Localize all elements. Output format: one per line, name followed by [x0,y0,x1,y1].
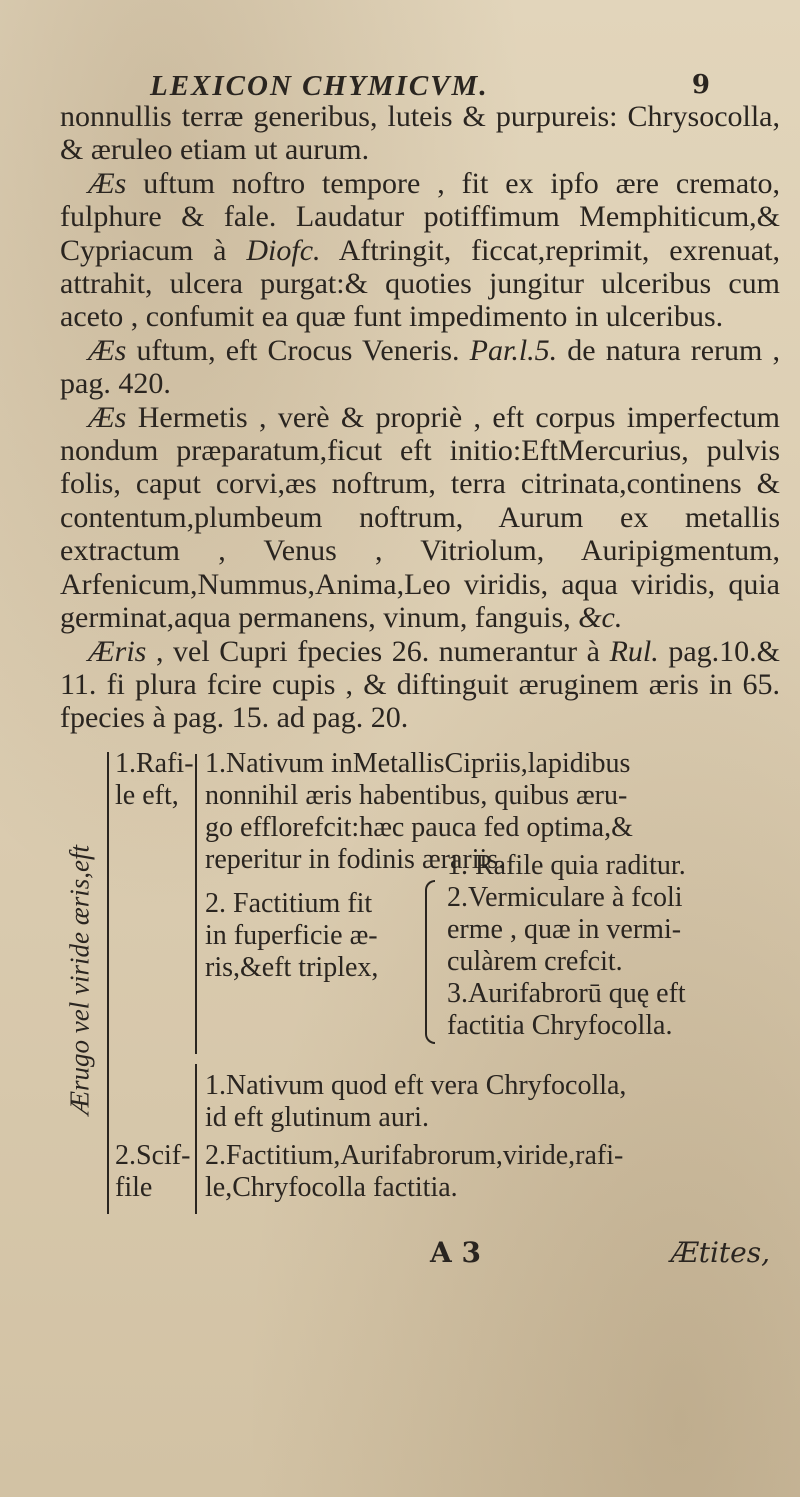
entry-lead: Æs [88,166,127,200]
vertical-heading [55,845,105,1115]
paragraph-5-tail: pag.10.& 11. fi plura fcire cupis , & diftinguit æruginem æris in 65. fpecies à pag. 15. ad pag. 20. [60,634,781,735]
catchword: Ætites, [670,1236,770,1269]
paragraph-1 [60,100,780,167]
paragraph-5 [60,635,780,735]
citation: Diofc. [246,233,321,267]
factitium-item-1: 1. Rafile quia raditur. [447,850,686,881]
paragraph-3-tail: de natura rerum , pag. 420. [60,333,780,401]
factitium-item-3: 3.Aurifabrorū quę eft factitia Chryfocolla. [447,978,686,1041]
page-footer [0,1236,800,1276]
paragraph-3 [60,334,780,401]
rasile-factitium: 2. Factitium fit in fuperficie æ- ris,&eft triplex, [205,888,379,983]
rasile-nativum: 1.Nativum inMetallisCipriis,lapidibus nonnihil æris habentibus, quibus æru- go efflorefcit:hæc pauca fed optima,& reperitur in fodinis ærariis. [205,748,633,875]
signature-mark: A 3 [430,1236,481,1269]
scissile-nativum: 1.Nativum quod eft vera Chryfocolla, id eft glutinum auri. [205,1070,627,1133]
paragraph-5-text: , vel Cupri fpecies 26. numerantur à [146,634,610,668]
page-number: 9 [691,70,710,100]
paragraph-2-text: uftum noftro tempore , fit ex ipfo ære cremato, fulphure & fale. Laudatur potiffimum Memphiticum,& Cypriacum à [60,166,780,267]
paragraph-3-text: uftum, eft Crocus Veneris. [126,333,470,367]
scissile-factitium: 2.Factitium,Aurifabrorum,viride,rafi- le,Chryfocolla factitia. [205,1140,624,1203]
citation: Par.l.5. [469,333,558,367]
paragraph-2 [60,167,780,334]
branch-scissile-label: 2.Scif- file [115,1140,191,1203]
paragraph-4 [60,401,780,635]
paragraph-4-text: Hermetis , verè & propriè , eft corpus imperfectum nondum præparatum,ficut eft initio:EftMercurius, pulvis folis, caput corvi,æs noftrum, terra citrinata,continens & contentum,plumbeum noftrum, Aurum ex metallis extractum , Venus , Vitriolum, Auripigmentum, Arfenicum,Nummus,Anima,Leo viridis, aqua viridis, quia germinat,aqua permanens, vinum, fanguis, [60,400,780,635]
running-title: LEXICON CHYMICVM. [150,70,489,102]
brace-scissile [195,1064,197,1214]
brace-rasile [195,754,197,1054]
main-brace [107,752,109,1214]
bracket-table [55,748,780,1238]
entry-lead: Æris [88,634,147,668]
body-text [60,100,780,735]
citation: Rul. [609,634,659,668]
paragraph-1-text: nonnullis terræ generibus, luteis & purpureis: Chrysocolla, & æruleo etiam ut aurum. [60,100,780,167]
entry-lead: Æs [88,333,127,367]
branch-rasile-label: 1.Rafi- le eft, [115,748,194,811]
paragraph-2-tail: Aftringit, ficcat,reprimit, exrenuat, attrahit, ulcera purgat:& quoties jungitur ulceribus cum aceto , confumit ea quæ funt impedimento in ulceribus. [60,233,780,334]
etcetera: &c. [578,601,623,635]
entry-lead: Æs [88,400,127,434]
brace-factitium [425,880,435,1044]
vertical-heading-text: Ærugo vel viride æris,eft [64,845,95,1115]
factitium-item-2: 2.Vermiculare à fcoli erme , quæ in vermi- culàrem crefcit. [447,882,683,977]
